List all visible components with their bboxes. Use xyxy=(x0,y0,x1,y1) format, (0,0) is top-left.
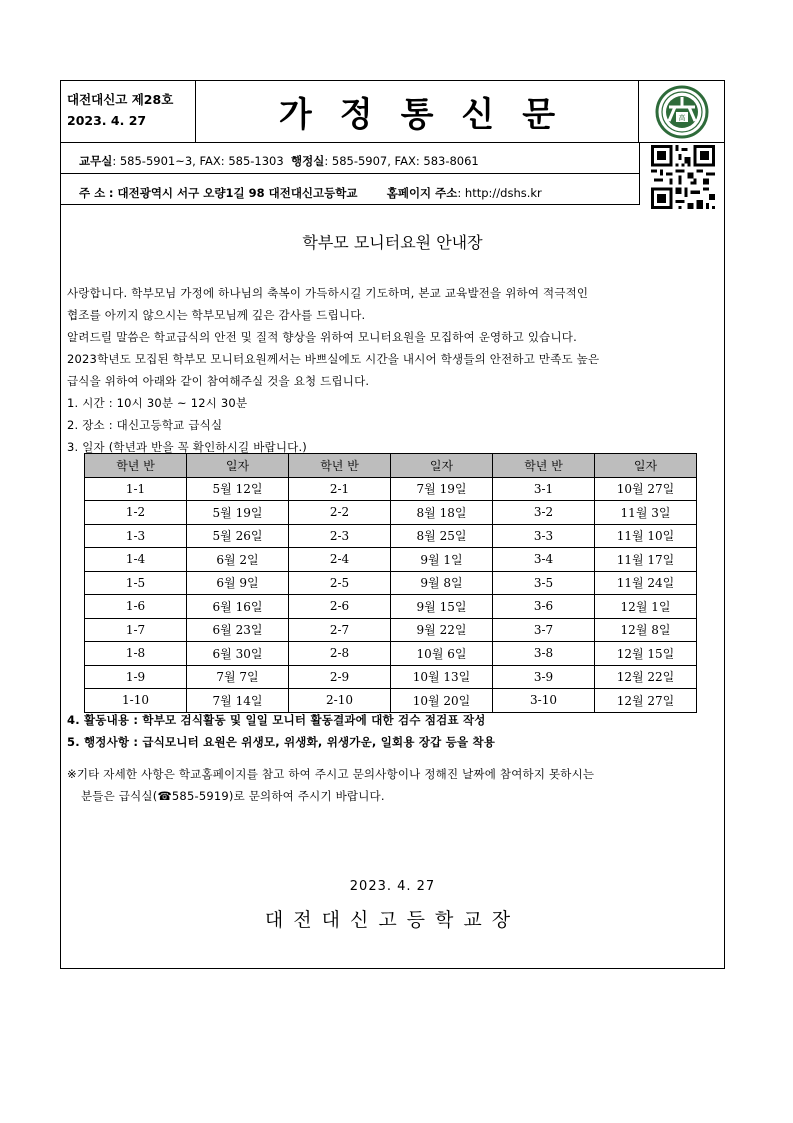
class-cell: 1-1 xyxy=(85,477,187,501)
table-header: 일자 xyxy=(391,454,493,478)
table-header: 학년 반 xyxy=(85,454,187,478)
document-frame xyxy=(60,80,725,969)
class-cell: 2-5 xyxy=(289,571,391,595)
header xyxy=(61,81,724,143)
table-row xyxy=(85,477,697,501)
school-emblem-icon xyxy=(655,85,709,139)
table-header: 일자 xyxy=(187,454,289,478)
intro-paragraph xyxy=(67,282,722,458)
date-cell: 7월 7일 xyxy=(187,665,289,689)
class-cell: 2-2 xyxy=(289,501,391,525)
intro-line: 알려드릴 말씀은 학교급식의 안전 및 질적 향상을 위하여 모니터요원을 모집하여 운영하고 있습니다. xyxy=(67,330,577,344)
date-cell: 6월 9일 xyxy=(187,571,289,595)
date-cell: 5월 26일 xyxy=(187,524,289,548)
date-cell: 11월 3일 xyxy=(595,501,697,525)
date-cell: 10월 20일 xyxy=(391,689,493,713)
contact-info xyxy=(61,143,640,205)
date-cell: 9월 15일 xyxy=(391,595,493,619)
date-cell: 10월 27일 xyxy=(595,477,697,501)
class-cell: 2-6 xyxy=(289,595,391,619)
date-cell: 10월 13일 xyxy=(391,665,493,689)
intro-line: 협조를 아끼지 않으시는 학부모님께 깊은 감사를 드립니다. xyxy=(67,308,366,322)
item-time: 1. 시간 : 10시 30분 ~ 12시 30분 xyxy=(67,396,248,410)
class-cell: 3-2 xyxy=(493,501,595,525)
item-activity: 4. 활동내용 : 학부모 검식활동 및 일일 모니터 활동결과에 대한 검수 점검표 작성 xyxy=(67,713,486,727)
date-cell: 9월 1일 xyxy=(391,548,493,572)
table-row xyxy=(85,524,697,548)
date-cell: 6월 2일 xyxy=(187,548,289,572)
class-cell: 2-8 xyxy=(289,642,391,666)
date-cell: 7월 14일 xyxy=(187,689,289,713)
class-cell: 1-6 xyxy=(85,595,187,619)
issue-number: 대전대신고 제28호 xyxy=(67,92,174,107)
schedule-body xyxy=(85,477,697,712)
date-cell: 5월 19일 xyxy=(187,501,289,525)
document-title: 학부모 모니터요원 안내장 xyxy=(302,233,483,252)
class-cell: 3-10 xyxy=(493,689,595,713)
class-cell: 1-10 xyxy=(85,689,187,713)
address: : 대전광역시 서구 오량1길 98 대전대신고등학교 xyxy=(108,186,358,200)
table-row xyxy=(85,571,697,595)
divider xyxy=(61,173,639,174)
office-phone: : 585-5901~3, FAX: 585-1303 xyxy=(112,154,284,168)
date-cell: 6월 23일 xyxy=(187,618,289,642)
class-cell: 2-4 xyxy=(289,548,391,572)
table-row xyxy=(85,642,697,666)
phone-row xyxy=(79,153,479,169)
table-row xyxy=(85,548,697,572)
table-row xyxy=(85,665,697,689)
date-cell: 9월 22일 xyxy=(391,618,493,642)
class-cell: 3-5 xyxy=(493,571,595,595)
date-cell: 6월 30일 xyxy=(187,642,289,666)
class-cell: 3-4 xyxy=(493,548,595,572)
date-cell: 5월 12일 xyxy=(187,477,289,501)
note-line: 분들은 급식실(☎585-5919)로 문의하여 주시기 바랍니다. xyxy=(81,789,385,803)
homepage-url[interactable]: : http://dshs.kr xyxy=(457,186,542,200)
table-row xyxy=(85,501,697,525)
class-cell: 3-6 xyxy=(493,595,595,619)
homepage-label: 홈페이지 주소 xyxy=(386,186,458,200)
class-cell: 1-8 xyxy=(85,642,187,666)
class-cell: 1-4 xyxy=(85,548,187,572)
table-header: 학년 반 xyxy=(289,454,391,478)
address-row xyxy=(79,185,542,201)
class-cell: 3-8 xyxy=(493,642,595,666)
address-label: 주 소 xyxy=(79,186,106,200)
details-paragraph xyxy=(67,709,722,807)
class-cell: 3-7 xyxy=(493,618,595,642)
date-cell: 11월 10일 xyxy=(595,524,697,548)
note-line: ※기타 자세한 사항은 학교홈페이지를 참고 하여 주시고 문의사항이나 정해진 날짜에 참여하지 못하시는 xyxy=(67,767,595,781)
date-cell: 7월 19일 xyxy=(391,477,493,501)
table-header: 학년 반 xyxy=(493,454,595,478)
footer-date: 2023. 4. 27 xyxy=(349,879,436,894)
table-header-row xyxy=(85,454,697,478)
date-cell: 11월 17일 xyxy=(595,548,697,572)
date-cell: 11월 24일 xyxy=(595,571,697,595)
class-cell: 2-7 xyxy=(289,618,391,642)
class-cell: 3-1 xyxy=(493,477,595,501)
issue-info xyxy=(61,81,196,142)
table-row xyxy=(85,595,697,619)
item-dates: 3. 일자 (학년과 반을 꼭 확인하시길 바랍니다.) xyxy=(67,440,307,454)
class-cell: 3-3 xyxy=(493,524,595,548)
date-cell: 6월 16일 xyxy=(187,595,289,619)
svg-text:高: 高 xyxy=(678,113,685,122)
date-cell: 12월 22일 xyxy=(595,665,697,689)
class-cell: 1-5 xyxy=(85,571,187,595)
class-cell: 2-9 xyxy=(289,665,391,689)
page-title: 가정통신문 xyxy=(278,95,584,135)
class-cell: 2-3 xyxy=(289,524,391,548)
spacer xyxy=(67,753,722,763)
table-header: 일자 xyxy=(595,454,697,478)
class-cell: 2-10 xyxy=(289,689,391,713)
table-row xyxy=(85,618,697,642)
class-cell: 3-9 xyxy=(493,665,595,689)
admin-phone: : 585-5907, FAX: 583-8061 xyxy=(324,154,479,168)
issue-date: 2023. 4. 27 xyxy=(67,113,147,128)
signature: 대전대신고등학교장 xyxy=(264,909,521,931)
class-cell: 1-7 xyxy=(85,618,187,642)
intro-line: 2023학년도 모집된 학부모 모니터요원께서는 바쁘실에도 시간을 내시어 학생들의 안전하고 만족도 높은 xyxy=(67,352,600,366)
item-admin: 5. 행정사항 : 급식모니터 요원은 위생모, 위생화, 위생가운, 일회용 장갑 등을 착용 xyxy=(67,735,496,749)
admin-label: 행정실 xyxy=(291,154,325,168)
intro-line: 사랑합니다. 학부모님 가정에 하나님의 축복이 가득하시길 기도하며, 본교 교육발전을 위하여 적극적인 xyxy=(67,286,589,300)
date-cell: 8월 25일 xyxy=(391,524,493,548)
office-label: 교무실 xyxy=(79,154,113,168)
date-cell: 12월 8일 xyxy=(595,618,697,642)
qr-code-icon xyxy=(651,145,715,209)
date-cell: 9월 8일 xyxy=(391,571,493,595)
date-cell: 12월 15일 xyxy=(595,642,697,666)
class-cell: 1-2 xyxy=(85,501,187,525)
date-cell: 12월 1일 xyxy=(595,595,697,619)
date-cell: 8월 18일 xyxy=(391,501,493,525)
date-cell: 12월 27일 xyxy=(595,689,697,713)
class-cell: 2-1 xyxy=(289,477,391,501)
date-cell: 10월 6일 xyxy=(391,642,493,666)
class-cell: 1-3 xyxy=(85,524,187,548)
item-place: 2. 장소 : 대신고등학교 급식실 xyxy=(67,418,223,432)
schedule-table xyxy=(84,453,697,713)
class-cell: 1-9 xyxy=(85,665,187,689)
school-logo xyxy=(638,81,724,142)
intro-line: 급식을 위하여 아래와 같이 참여해주실 것을 요청 드립니다. xyxy=(67,374,370,388)
